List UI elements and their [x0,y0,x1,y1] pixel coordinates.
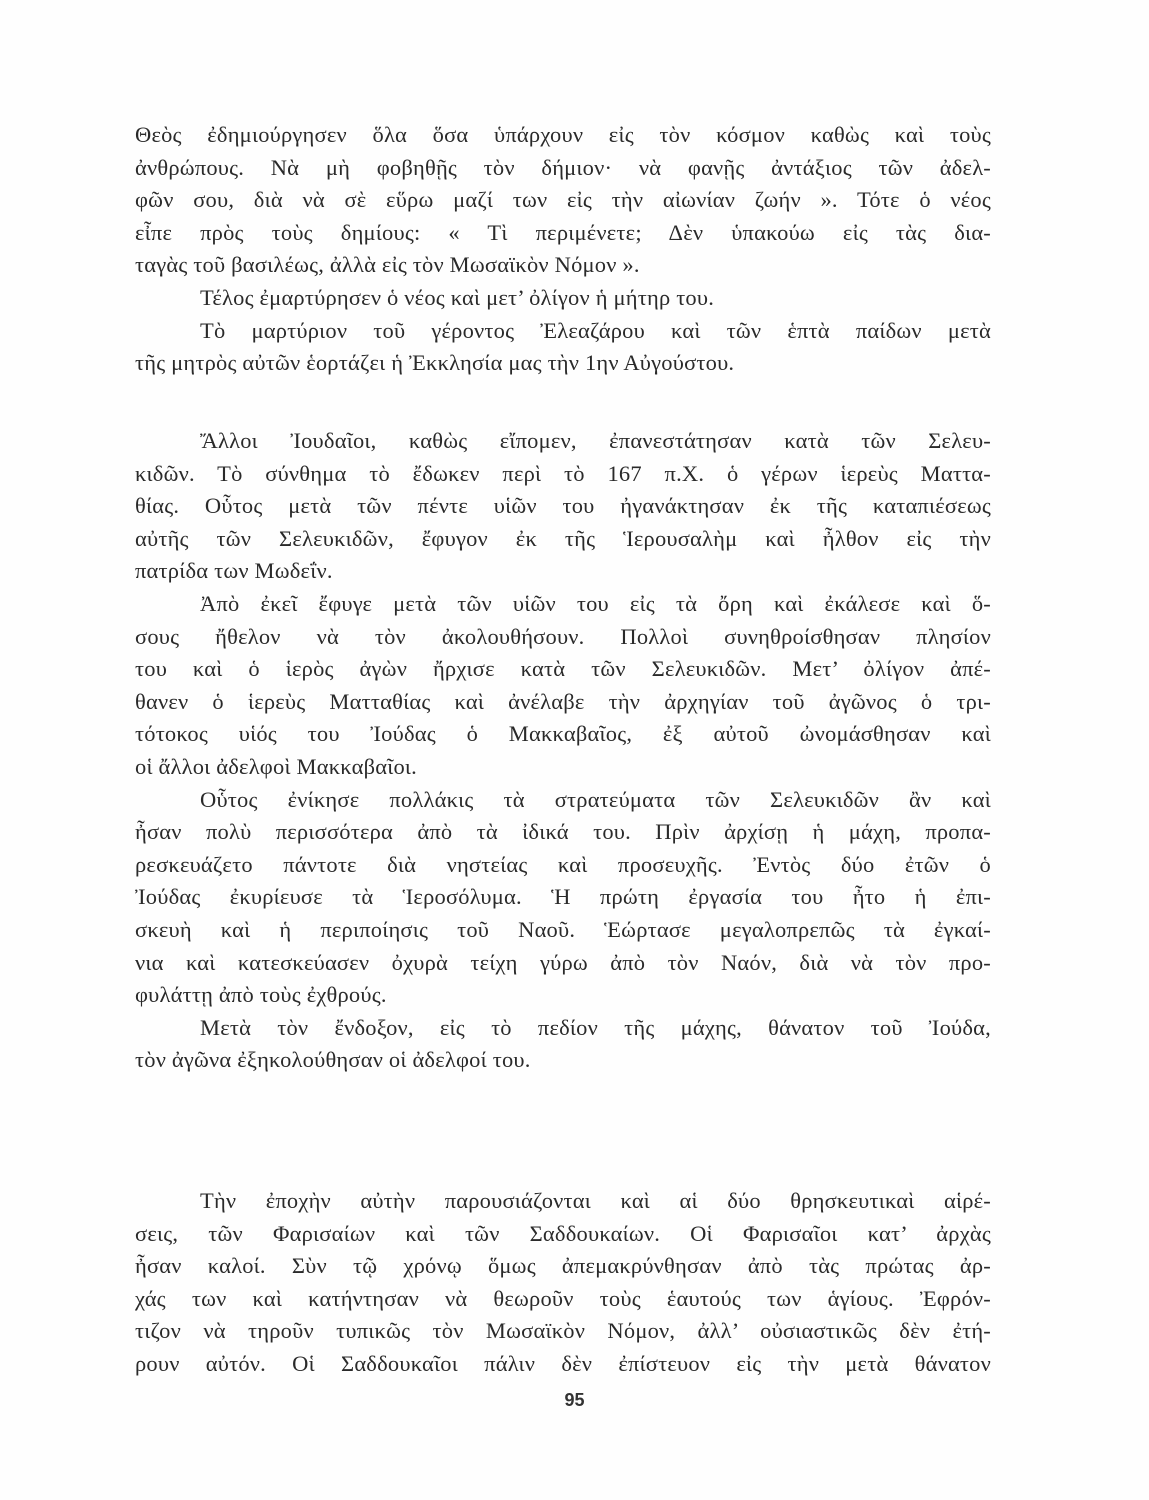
paragraph [135,1185,991,1381]
text-line: σεις, τῶν Φαρισαίων καὶ τῶν Σαδδουκαίων. Οἱ Φαρισαῖοι κατ’ ἀρχὰς [135,1220,991,1246]
text-line: φυλάττῃ ἀπὸ τοὺς ἐχθρούς. [135,982,387,1008]
text-line: ρεσκευάζετο πάντοτε διὰ νηστείας καὶ προσευχῆς. Ἐντὸς δύο ἐτῶν ὁ [135,851,991,877]
text-line: Ἰούδας ἐκυρίευσε τὰ Ἱεροσόλυμα. Ἡ πρώτη ἐργασία του ἦτο ἡ ἐπι- [135,884,991,910]
text-line: τότοκος υἱός του Ἰούδας ὁ Μακκαβαῖος, ἐξ αὐτοῦ ὠνομάσθησαν καὶ [135,721,991,747]
text-line: ρουν αὐτόν. Οἱ Σαδδουκαῖοι πάλιν δὲν ἐπίστευον εἰς τὴν μετὰ θάνατον [135,1350,991,1376]
text-line: κιδῶν. Τὸ σύνθημα τὸ ἔδωκεν περὶ τὸ 167 π.Χ. ὁ γέρων ἱερεὺς Ματτα- [135,460,991,486]
text-line: Τέλος ἐμαρτύρησεν ὁ νέος καὶ μετ’ ὀλίγον ἡ μήτηρ του. [200,284,715,310]
text-block-3 [135,1185,991,1381]
text-line: τὸν ἀγῶνα ἐξηκολούθησαν οἱ ἀδελφοί του. [135,1047,531,1073]
text-line: φῶν σου, διὰ νὰ σὲ εὕρω μαζί των εἰς τὴν αἰωνίαν ζωήν ». Τότε ὁ νέος [135,187,991,213]
text-block-1 [135,119,991,380]
text-block-2 [135,425,991,1077]
text-line: ἦσαν πολὺ περισσότερα ἀπὸ τὰ ἰδικά του. Πρὶν ἀρχίσῃ ἡ μάχη, προπα- [135,819,991,845]
paragraph [135,425,991,588]
text-line: σκευὴ καὶ ἡ περιποίησις τοῦ Ναοῦ. Ἑώρτασε μεγαλοπρεπῶς τὰ ἐγκαί- [135,916,991,942]
text-line: ταγὰς τοῦ βασιλέως, ἀλλὰ εἰς τὸν Μωσαϊκὸν Νόμον ». [135,252,640,278]
text-line: Ἀπὸ ἐκεῖ ἔφυγε μετὰ τῶν υἱῶν του εἰς τὰ ὄρη καὶ ἐκάλεσε καὶ ὅ- [200,590,991,616]
text-line: πατρίδα των Μωδεΐν. [135,558,333,584]
paragraph [135,1012,991,1077]
text-line: του καὶ ὁ ἱερὸς ἀγὼν ἤρχισε κατὰ τῶν Σελευκιδῶν. Μετ’ ὀλίγον ἀπέ- [135,656,991,682]
text-line: οἱ ἄλλοι ἀδελφοὶ Μακκαβαῖοι. [135,753,418,779]
text-line: Ἄλλοι Ἰουδαῖοι, καθὼς εἴπομεν, ἐπανεστάτησαν κατὰ τῶν Σελευ- [200,428,991,453]
paragraph [135,119,991,282]
text-line: αὐτῆς τῶν Σελευκιδῶν, ἔφυγον ἐκ τῆς Ἱερουσαλὴμ καὶ ἦλθον εἰς τὴν [135,525,991,551]
text-line: ἀνθρώπους. Νὰ μὴ φοβηθῇς τὸν δήμιον· νὰ φανῇς ἀντάξιος τῶν ἀδελ- [135,154,991,180]
text-line: εἶπε πρὸς τοὺς δημίους: « Τὶ περιμένετε; Δὲν ὑπακούω εἰς τὰς δια- [135,219,991,245]
text-line: τιζον νὰ τηροῦν τυπικῶς τὸν Μωσαϊκὸν Νόμον, ἀλλ’ οὐσιαστικῶς δὲν ἐτή- [135,1318,991,1344]
text-line: Τὸ μαρτύριον τοῦ γέροντος Ἐλεαζάρου καὶ τῶν ἑπτὰ παίδων μετὰ [200,317,991,343]
paragraph [135,282,991,315]
paragraph [135,588,991,784]
text-line: χάς των καὶ κατήντησαν νὰ θεωροῦν τοὺς ἑαυτούς των ἁγίους. Ἐφρόν- [135,1285,991,1311]
text-line: θίας. Οὗτος μετὰ τῶν πέντε υἱῶν του ἠγανάκτησαν ἐκ τῆς καταπιέσεως [135,493,991,519]
text-line: Θεὸς ἐδημιούργησεν ὅλα ὅσα ὑπάρχουν εἰς τὸν κόσμον καθὼς καὶ τοὺς [135,122,991,147]
text-line: νια καὶ κατεσκεύασεν ὀχυρὰ τείχη γύρω ἀπὸ τὸν Ναόν, διὰ νὰ τὸν προ- [135,949,991,975]
paragraph [135,784,991,1012]
text-line: Μετὰ τὸν ἔνδοξον, εἰς τὸ πεδίον τῆς μάχης, θάνατον τοῦ Ἰούδα, [200,1014,991,1040]
text-line: σους ἤθελον νὰ τὸν ἀκολουθήσουν. Πολλοὶ συνηθροίσθησαν πλησίον [135,623,991,649]
text-line: Τὴν ἐποχὴν αὐτὴν παρουσιάζονται καὶ αἱ δύο θρησκευτικαὶ αἱρέ- [200,1188,991,1213]
text-line: τῆς μητρὸς αὐτῶν ἑορτάζει ἡ Ἐκκλησία μας τὴν 1ην Αὐγούστου. [135,350,735,376]
paragraph [135,315,991,380]
text-line: Οὗτος ἐνίκησε πολλάκις τὰ στρατεύματα τῶν Σελευκιδῶν ἂν καὶ [200,786,991,812]
page-number: 95 [564,1390,585,1410]
text-line: θανεν ὁ ἱερεὺς Ματταθίας καὶ ἀνέλαβε τὴν ἀρχηγίαν τοῦ ἀγῶνος ὁ τρι- [135,688,991,714]
text-line: ἦσαν καλοί. Σὺν τῷ χρόνῳ ὅμως ἀπεμακρύνθησαν ἀπὸ τὰς πρώτας ἀρ- [135,1253,991,1279]
